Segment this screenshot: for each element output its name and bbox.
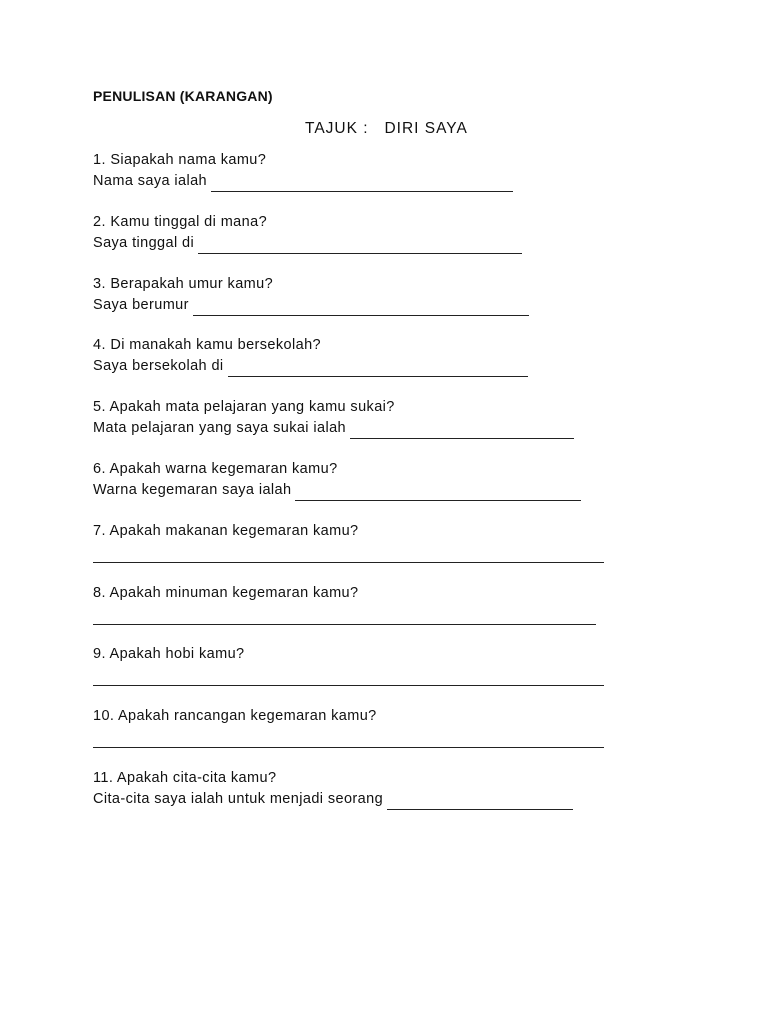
answer-prefix: Mata pelajaran yang saya sukai ialah xyxy=(93,420,346,437)
question-item-7 xyxy=(93,521,613,583)
answer-blank[interactable] xyxy=(350,422,574,439)
question-item-9 xyxy=(93,644,613,706)
answer-blank[interactable] xyxy=(198,237,522,254)
question-item-10 xyxy=(93,706,613,768)
question-text: 11. Apakah cita-cita kamu? xyxy=(93,769,277,786)
answer-blank[interactable] xyxy=(93,731,604,748)
answer-blank[interactable] xyxy=(93,669,604,686)
answer-line xyxy=(93,542,613,563)
question-text: 4. Di manakah kamu bersekolah? xyxy=(93,337,322,354)
answer-line xyxy=(93,665,613,686)
question-item-6 xyxy=(93,459,613,521)
answer-blank[interactable] xyxy=(387,793,573,810)
worksheet-title: TAJUK : DIRI SAYA xyxy=(305,120,468,137)
answer-blank[interactable] xyxy=(193,299,529,316)
question-text: 3. Berapakah umur kamu? xyxy=(93,275,274,292)
question-text: 6. Apakah warna kegemaran kamu? xyxy=(93,460,338,477)
question-text: 9. Apakah hobi kamu? xyxy=(93,646,245,663)
question-item-8 xyxy=(93,583,613,645)
question-text: 10. Apakah rancangan kegemaran kamu? xyxy=(93,708,377,725)
answer-line xyxy=(93,233,613,254)
answer-blank[interactable] xyxy=(93,546,604,563)
question-item-1 xyxy=(93,150,613,212)
answer-prefix: Nama saya ialah xyxy=(93,173,207,189)
answer-line xyxy=(93,418,613,439)
worksheet-heading: PENULISAN (KARANGAN) xyxy=(93,88,273,104)
answer-line xyxy=(93,604,613,625)
question-text: 7. Apakah makanan kegemaran kamu? xyxy=(93,522,359,539)
question-item-11 xyxy=(93,768,613,830)
answer-blank[interactable] xyxy=(295,484,581,501)
answer-line xyxy=(93,356,613,377)
answer-blank[interactable] xyxy=(228,360,528,377)
question-item-3 xyxy=(93,274,613,336)
question-item-2 xyxy=(93,212,613,274)
answer-blank[interactable] xyxy=(211,175,513,192)
answer-prefix: Warna kegemaran saya ialah xyxy=(93,481,292,498)
question-text: 8. Apakah minuman kegemaran kamu? xyxy=(93,584,359,601)
answer-blank[interactable] xyxy=(93,608,596,625)
answer-line xyxy=(93,789,613,810)
question-text: 2. Kamu tinggal di mana? xyxy=(93,213,268,230)
question-list xyxy=(93,150,613,830)
question-text: 5. Apakah mata pelajaran yang kamu sukai? xyxy=(93,399,395,416)
answer-prefix: Saya bersekolah di xyxy=(93,358,224,375)
answer-prefix: Saya berumur xyxy=(93,296,189,313)
answer-line xyxy=(93,727,613,748)
question-item-4 xyxy=(93,335,613,397)
question-item-5 xyxy=(93,397,613,459)
answer-prefix: Cita-cita saya ialah untuk menjadi seorang xyxy=(93,790,384,807)
answer-line xyxy=(93,480,613,501)
question-text: 1. Siapakah nama kamu? xyxy=(93,152,267,168)
answer-line xyxy=(93,295,613,316)
answer-line xyxy=(93,171,613,192)
answer-prefix: Saya tinggal di xyxy=(93,234,195,251)
